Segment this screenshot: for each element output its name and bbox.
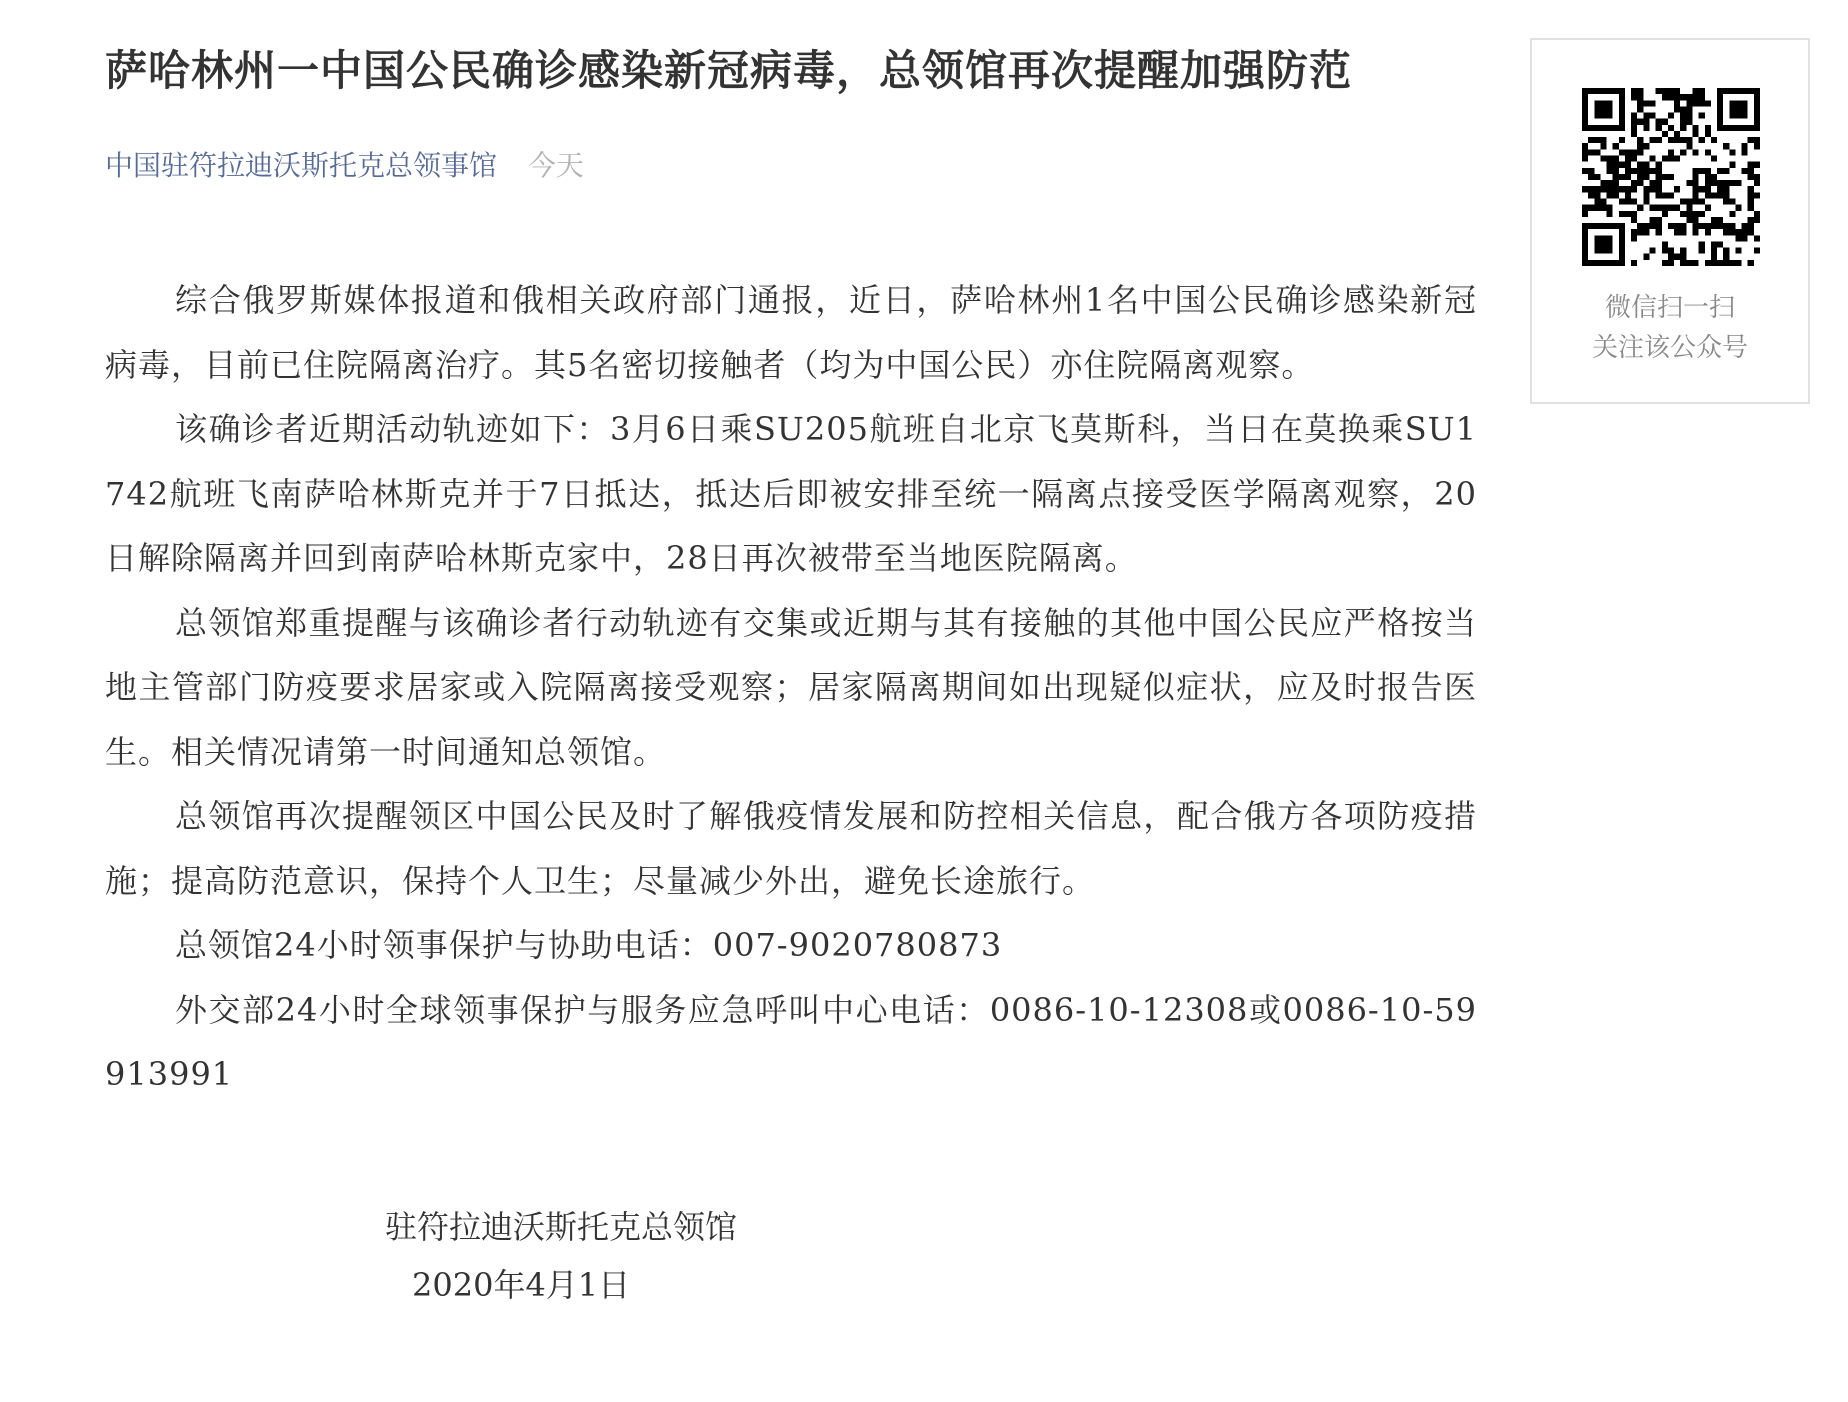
signature-date: 2020年4月1日 [412, 1266, 631, 1304]
qr-caption-follow: 关注该公众号 [1591, 333, 1748, 363]
signature-block [385, 1198, 737, 1314]
article [105, 38, 1477, 1107]
paragraph: 总领馆再次提醒领区中国公民及时了解俄疫情发展和防控相关信息，配合俄方各项防疫措施；提高防范意识，保持个人卫生；尽量减少外出，避免长途旅行。 [105, 797, 1477, 900]
article-title: 萨哈林州一中国公民确诊感染新冠病毒，总领馆再次提醒加强防范 [105, 46, 1353, 95]
account-name-link[interactable]: 中国驻符拉迪沃斯托克总领事馆 [105, 149, 498, 182]
paragraph: 综合俄罗斯媒体报道和俄相关政府部门通报，近日，萨哈林州1名中国公民确诊感染新冠病毒，目前已住院隔离治疗。其5名密切接触者（均为中国公民）亦住院隔离观察。 [105, 281, 1477, 384]
hotline-paragraph: 总领馆24小时领事保护与协助电话：007-9020780873 [175, 926, 1003, 964]
article-content [105, 268, 1477, 1107]
publish-date: 今天 [527, 149, 584, 182]
paragraph: 总领馆郑重提醒与该确诊者行动轨迹有交集或近期与其有接触的其他中国公民应严格按当地主管部门防疫要求居家或入院隔离接受观察；居家隔离期间如出现疑似症状，应及时报告医生。相关情况请第一时间通知总领馆。 [105, 603, 1477, 771]
article-meta [105, 146, 1477, 186]
qr-code-icon[interactable] [1582, 88, 1760, 266]
paragraph: 该确诊者近期活动轨迹如下：3月6日乘SU205航班自北京飞莫斯科，当日在莫换乘SU1742航班飞南萨哈林斯克并于7日抵达，抵达后即被安排至统一隔离点接受医学隔离观察，20日解除隔离并回到南萨哈林斯克家中，28日再次被带至当地医院隔离。 [105, 410, 1477, 577]
hotline-paragraph: 外交部24小时全球领事保护与服务应急呼叫中心电话：0086-10-12308或0086-10-59913991 [105, 990, 1477, 1093]
signature-organization: 驻符拉迪沃斯托克总领馆 [385, 1208, 738, 1246]
qr-follow-panel [1530, 38, 1810, 404]
qr-caption-scan: 微信扫一扫 [1604, 293, 1735, 323]
qr-caption [1532, 288, 1808, 368]
